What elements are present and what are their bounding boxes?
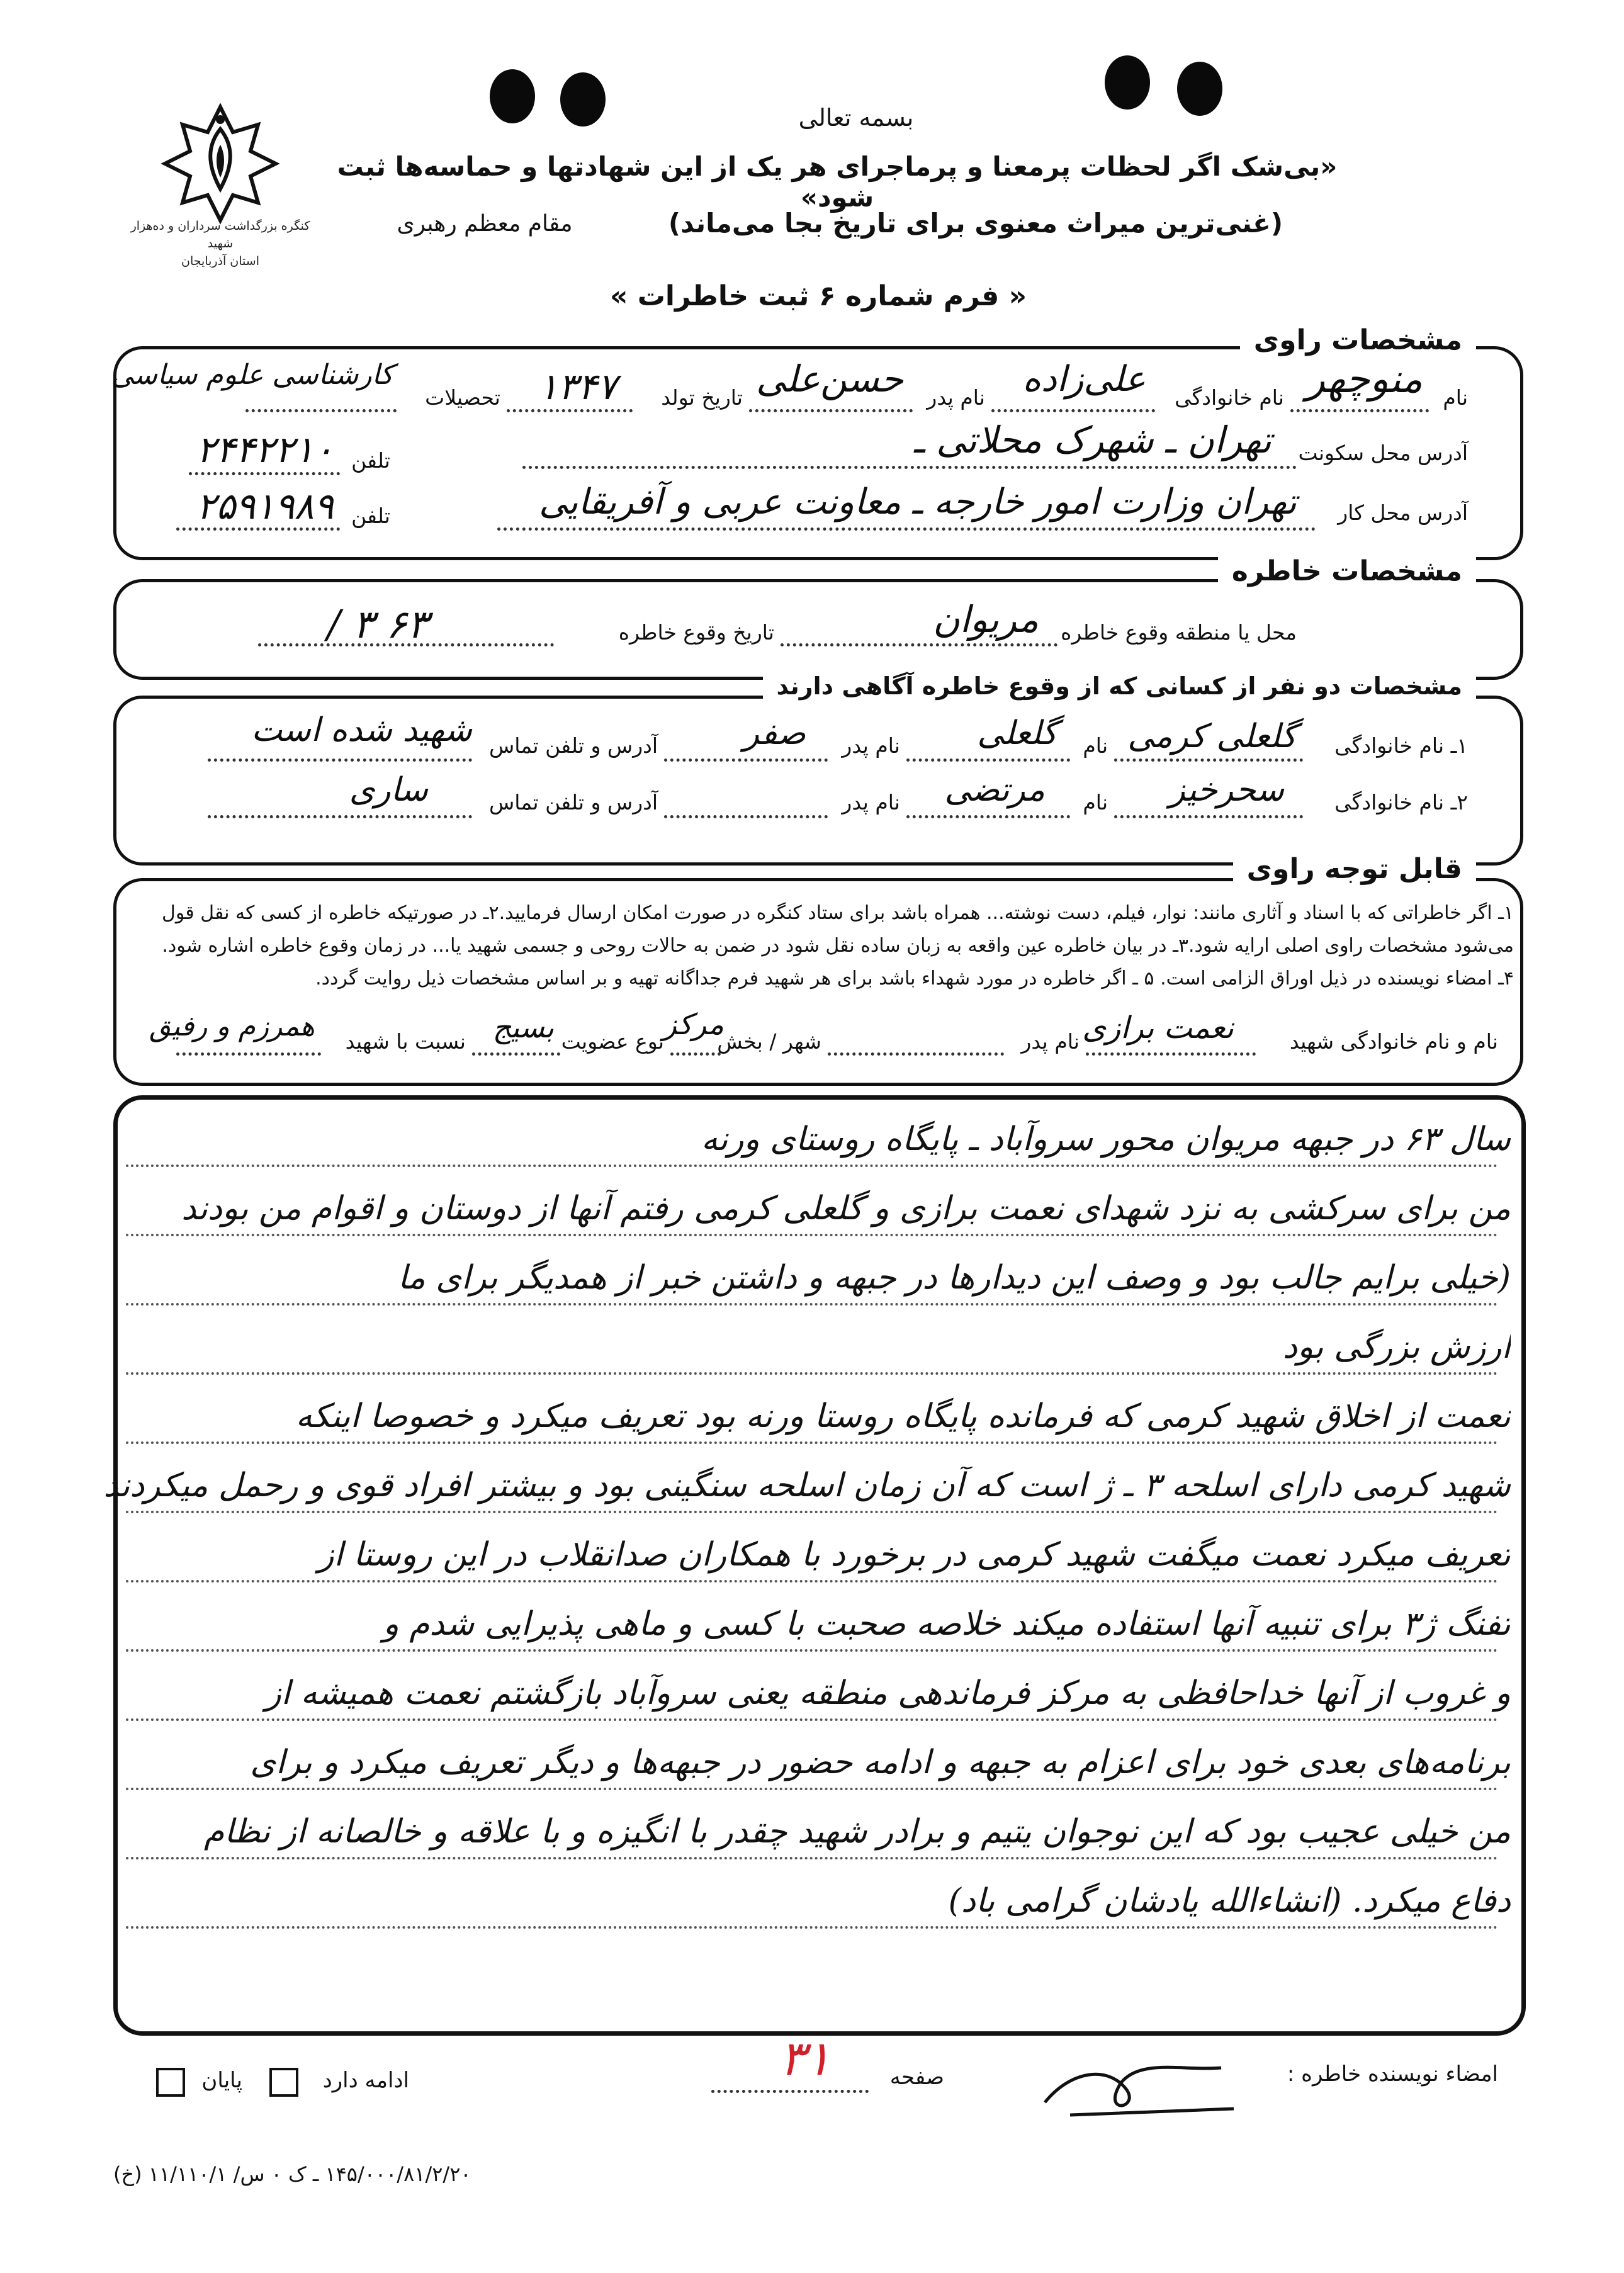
martyr-name-dots — [1086, 1052, 1256, 1056]
name-dots — [1290, 409, 1429, 412]
memory-text-line: شهید کرمی دارای اسلحه ۳ ـ ژ است که آن زمان اسلحه سنگینی بود و بیشتر افراد قوی و رحمل میکردند — [103, 1467, 1511, 1504]
memory-ruled-line — [126, 1372, 1498, 1375]
home-phone-value: ۲۴۴۲۲۱۰ — [196, 428, 334, 471]
memory-ruled-line — [126, 1580, 1498, 1582]
narrator-section-title: مشخصات راوی — [1240, 324, 1476, 356]
memory-text-line: دفاع میکرد. (انشاءالله یادشان گرامی باد) — [948, 1882, 1511, 1920]
memory-text-line: من خیلی عجیب بود که این نوجوان یتیم و برادر شهید چقدر با انگیزه و با علاقه و خالصانه از نظام — [204, 1813, 1511, 1851]
memory-ruled-line — [126, 1857, 1498, 1859]
memory-text-line: تفنگ ژ۳ برای تنبیه آنها استفاده میکند خلاصه صحبت با کسی و ماهی پذیرایی شدم و — [383, 1605, 1511, 1643]
end-label: پایان — [201, 2068, 242, 2093]
memory-text-line: و غروب از آنها خداحافظی به مرکز فرماندهی منطقه یعنی سروآباد بازگشتم نعمت همیشه از — [265, 1674, 1511, 1712]
memory-info-section-title: مشخصات خاطره — [1218, 555, 1476, 587]
father-value: حسن‌علی — [756, 358, 903, 400]
memory-info-box — [113, 579, 1523, 680]
attention-note-line: ۴ـ امضاء نویسنده در ذیل اوراق الزامی است. ۵ ـ اگر خاطره در مورد شهداء باشد برای هر شهید فرم جداگانه تهیه و بر اساس مشخصات ذیل روایت گردد. — [315, 967, 1514, 990]
memory-text-line: (خیلی برایم جالب بود و وصف این دیدارها در جبهه و داشتن خبر از همدیگر برای ما — [398, 1259, 1511, 1297]
witness-1-contact-label: آدرس و تلفن تماس — [488, 733, 658, 758]
work-phone-label: تلفن — [351, 504, 390, 528]
witness-1-family-label: ۱ـ نام خانوادگی — [1334, 733, 1468, 758]
place-label: محل یا منطقه وقوع خاطره — [1061, 620, 1297, 645]
name-value: منوچهر — [1305, 356, 1423, 402]
attention-notes — [123, 897, 1514, 995]
memory-text-line: سال ۶۳ در جبهه مریوان محور سروآباد ـ پایگاه روستای ورنه — [701, 1120, 1511, 1158]
memory-ruled-line — [126, 1788, 1498, 1790]
memory-text-line: نعمت از اخلاق شهید کرمی که فرمانده پایگاه روستا ورنه بود تعریف میکرد و خصوصا اینکه — [295, 1397, 1511, 1435]
memory-ruled-line — [126, 1649, 1498, 1652]
quote-line-2: (غنی‌ترین میراث معنوی برای تاریخ بجا می‌ماند) — [668, 208, 1283, 239]
page-dots — [711, 2090, 869, 2093]
birth-date-dots — [507, 409, 633, 412]
home-phone-label: تلفن — [351, 448, 390, 473]
relation-label: نسبت با شهید — [345, 1029, 466, 1054]
place-value: مریوان — [933, 598, 1039, 641]
name-label: نام — [1443, 385, 1468, 410]
page-number: ۳۱ — [779, 2030, 831, 2086]
education-label: تحصیلات — [425, 385, 500, 410]
witness-2-name-dots — [906, 815, 1070, 818]
martyr-father-label: نام پدر — [1021, 1029, 1080, 1054]
martyr-city-dots — [670, 1052, 721, 1056]
witness-2-family-dots — [1114, 815, 1303, 818]
witness-2-father-dots — [664, 815, 828, 818]
membership-value: بسیج — [492, 1010, 554, 1044]
memory-ruled-line — [126, 1718, 1498, 1721]
memory-ruled-line — [126, 1165, 1498, 1167]
form-code: (خ) ۱۴۵/۰۰۰/۸۱/۲/۲۰ ـ ک ۰ س/ ۱۱/۱۱۰/۱ — [113, 2162, 471, 2186]
work-address-value: تهران وزارت امور خارجه ـ معاونت عربی و آفریقایی — [539, 482, 1297, 522]
witness-1-family-dots — [1114, 759, 1303, 762]
home-address-value: تهران ـ شهرک محلاتی ـ — [913, 419, 1272, 461]
memory-date-label: تاریخ وقوع خاطره — [618, 620, 774, 645]
memory-text-line: تعریف میکرد نعمت میگفت شهید کرمی در برخورد با همکاران صدانقلاب در این روستا از — [318, 1536, 1511, 1574]
martyr-name-label: نام و نام خانوادگی شهید — [1289, 1029, 1498, 1054]
family-value: علی‌زاده — [1022, 359, 1146, 400]
work-phone-value: ۲۵۹۱۹۸۹ — [196, 485, 334, 527]
birth-date-value: ۱۳۴۷ — [538, 365, 617, 408]
work-address-label: آدرس محل کار — [1338, 500, 1468, 525]
witness-1-father-label: نام پدر — [842, 733, 900, 758]
relation-value: همرزم و رفیق — [149, 1010, 315, 1042]
quote-line-1: «بی‌شک اگر لحظات پرمعنا و پرماجرای هر یک از این شهادتها و حماسه‌ها ثبت شود» — [337, 151, 1338, 213]
witness-1-family-value: گلعلی کرمی — [1127, 718, 1297, 755]
witness-2-contact-value: ساری — [349, 771, 428, 809]
martyr-city-label: شهر / بخش — [717, 1029, 821, 1054]
continues-checkbox[interactable] — [269, 2068, 298, 2097]
family-label: نام خانوادگی — [1175, 385, 1284, 410]
logo-caption: کنگره بزرگداشت سرداران و ده‌هزار شهید استان آذربایجان — [130, 219, 310, 268]
home-address-label: آدرس محل سکونت — [1298, 441, 1468, 465]
continues-label: ادامه دارد — [322, 2068, 409, 2093]
witness-1-name-value: گلعلی — [977, 714, 1057, 752]
punch-hole — [490, 69, 535, 123]
memory-ruled-line — [126, 1234, 1498, 1236]
work-address-dots — [497, 527, 1316, 531]
father-label: نام پدر — [927, 385, 985, 410]
witness-2-family-value: سحرخیز — [1169, 771, 1284, 809]
witness-1-name-dots — [906, 759, 1070, 762]
education-dots — [245, 409, 397, 412]
home-phone-dots — [189, 472, 340, 475]
witness-1-contact-value: شهید شده است — [251, 711, 472, 749]
page-label: صفحه — [889, 2065, 944, 2090]
attention-section-title: قابل توجه راوی — [1233, 853, 1476, 885]
memory-ruled-line — [126, 1303, 1498, 1306]
bismillah: بسمه تعالی — [798, 104, 914, 132]
memory-ruled-line — [126, 1926, 1498, 1929]
martyr-city-value: مرکز — [662, 1007, 724, 1041]
martyr-father-dots — [828, 1052, 1004, 1056]
witness-1-father-dots — [664, 759, 828, 762]
witness-1-contact-dots — [208, 759, 472, 762]
memory-date-value: ۶۳ ۳ / — [327, 601, 428, 647]
quote-author: مقام معظم رهبری — [397, 211, 573, 237]
form-title: « فرم شماره ۶ ثبت خاطرات » — [609, 280, 1027, 312]
attention-note-line: می‌شود مشخصات راوی اصلی ارایه شود.۳ـ در بیان خاطره عین واقعه به زبان ساده نقل شود در ضمن به حالات روحی و جسمی شهید یا... در زمان وقوع خاطره اشاره شود. — [162, 935, 1514, 957]
education-value: کارشناسی علوم سیاسی — [111, 359, 393, 391]
place-dots — [781, 643, 1057, 646]
signature-label: امضاء نویسنده خاطره : — [1287, 2061, 1498, 2087]
punch-hole — [1105, 55, 1150, 110]
attention-note-line: ۱ـ اگر خاطراتی که با اسناد و آثاری مانند: نوار، فیلم، دست نوشته... همراه باشد برای ستاد کنگره در صورت امکان ارسال فرمایید.۲ـ در صورتیکه خاطره از کسی که نقل قول — [162, 902, 1514, 924]
memory-text-line: من برای سرکشی به نزد شهدای نعمت برازی و گلعلی کرمی رفتم آنها از دوستان و اقوام من بودند — [181, 1190, 1511, 1227]
membership-dots — [472, 1052, 560, 1056]
witness-2-father-label: نام پدر — [842, 790, 900, 815]
punch-hole — [560, 72, 606, 127]
witness-2-name-value: مرتضی — [944, 771, 1045, 809]
birth-date-label: تاریخ تولد — [661, 385, 743, 410]
witness-1-name-label: نام — [1083, 733, 1108, 758]
end-checkbox[interactable] — [156, 2068, 185, 2097]
witnesses-section-title: مشخصات دو نفر از کسانی که از وقوع خاطره آگاهی دارند — [763, 672, 1476, 700]
witness-2-contact-label: آدرس و تلفن تماس — [488, 790, 658, 815]
martyr-name-value: نعمت برازی — [1082, 1010, 1234, 1046]
memory-text-line: برنامه‌های بعدی خود برای اعزام به جبهه و ادامه حضور در جبهه‌ها و دیگر تعریف میکرد و برای — [250, 1744, 1511, 1781]
witness-2-contact-dots — [208, 815, 472, 818]
witness-2-family-label: ۲ـ نام خانوادگی — [1334, 790, 1468, 815]
membership-label: نوع عضویت — [561, 1029, 664, 1054]
memory-ruled-line — [126, 1511, 1498, 1513]
signature-icon — [1032, 2046, 1246, 2128]
punch-hole — [1177, 62, 1222, 116]
home-address-dots — [522, 466, 1297, 469]
witness-2-name-label: نام — [1083, 790, 1108, 815]
witness-1-father-value: صفر — [743, 714, 806, 752]
work-phone-dots — [176, 527, 340, 531]
memory-ruled-line — [126, 1441, 1498, 1444]
father-dots — [749, 409, 913, 412]
family-dots — [991, 409, 1155, 412]
memory-text-line: ارزش بزرگی بود — [1282, 1328, 1511, 1366]
relation-dots — [176, 1052, 321, 1056]
